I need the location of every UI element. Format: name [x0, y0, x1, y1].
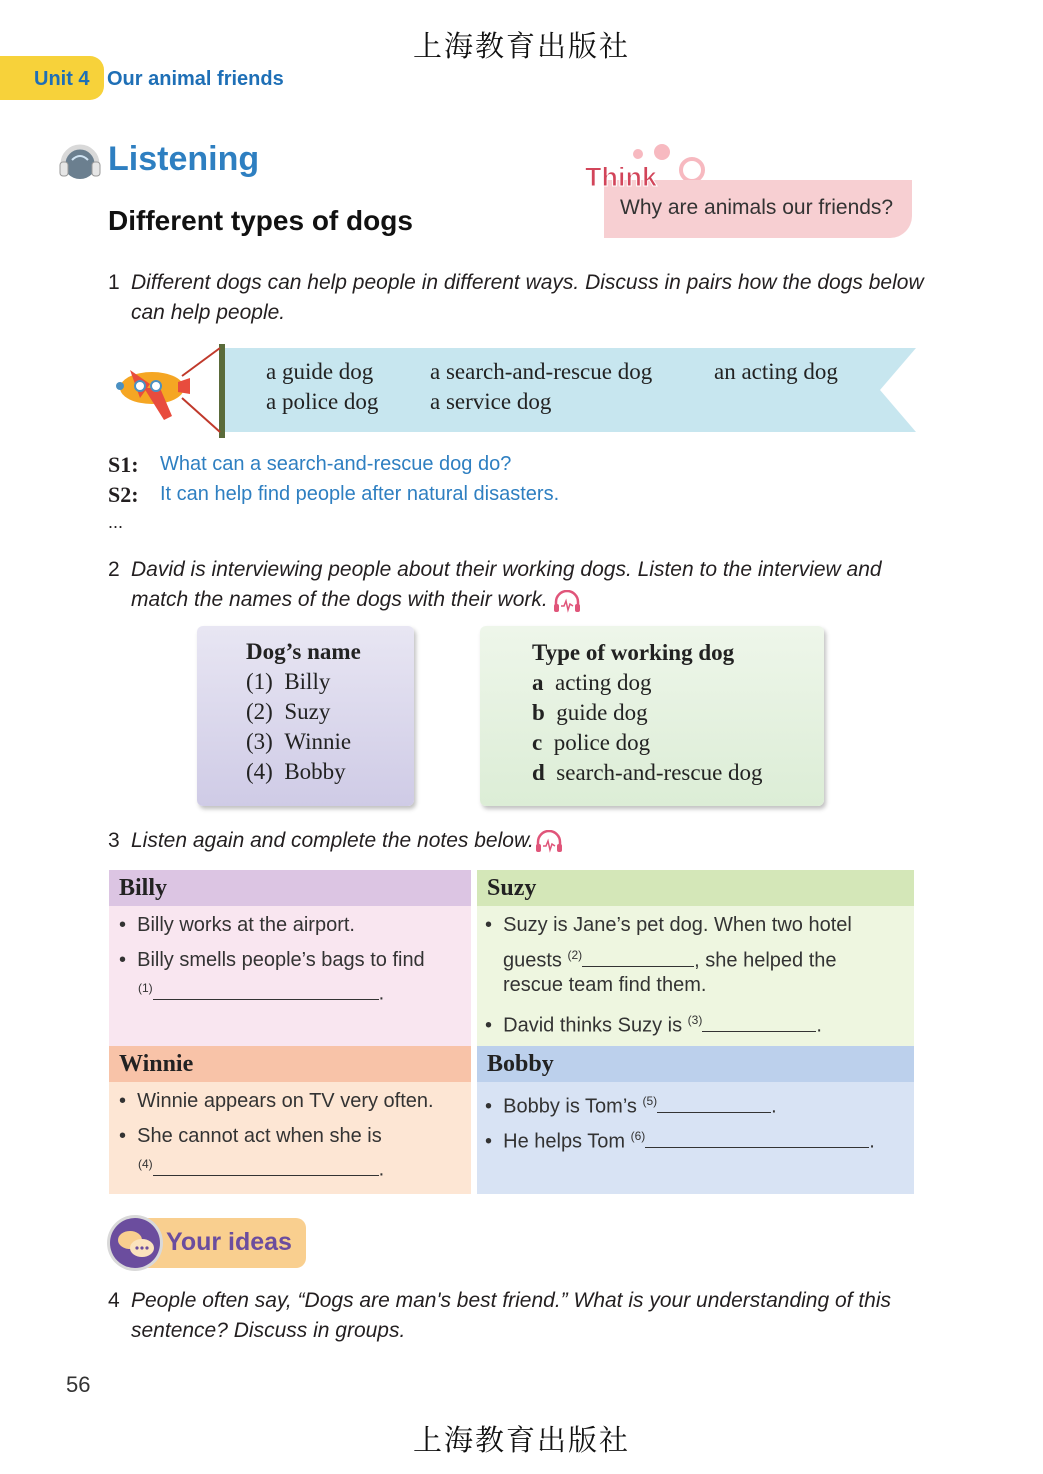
speech-bubbles-icon — [116, 1228, 156, 1260]
list-item: a acting dog — [532, 670, 652, 695]
note-text: She cannot act when she is — [137, 1125, 382, 1147]
blank-number: (1) — [138, 981, 153, 995]
question-3-text: Listen again and complete the notes below. — [131, 829, 534, 852]
question-1-line2: can help people. — [131, 301, 286, 324]
question-number: 2 — [108, 558, 120, 581]
list-item: (4) Bobby — [246, 759, 346, 784]
audio-icon[interactable] — [552, 590, 582, 614]
list-item: (3) Winnie — [246, 729, 352, 754]
your-ideas-label: Your ideas — [166, 1228, 292, 1256]
list-item: b guide dog — [532, 700, 648, 725]
note-text: Winnie appears on TV very often. — [137, 1090, 434, 1112]
question-4-line1: People often say, “Dogs are man's best friend.” What is your understanding of this — [131, 1289, 892, 1312]
dog-types-title: Type of working dog — [532, 640, 735, 665]
speaker-label: S1: — [108, 452, 139, 477]
question-2-line2: match the names of the dogs with their work. — [131, 588, 548, 611]
ellipsis: ... — [108, 512, 124, 532]
answer-blank-1[interactable] — [153, 981, 379, 1000]
speaker-label: S2: — [108, 482, 139, 507]
banner-item: a service dog — [430, 389, 552, 414]
blank-number: (4) — [138, 1157, 153, 1171]
question-1 — [108, 268, 120, 298]
answer-blank-6[interactable] — [645, 1129, 869, 1148]
notes-suzy-title: Suzy — [477, 870, 914, 906]
question-1-line1: Different dogs can help people in different ways. Discuss in pairs how the dogs below — [131, 271, 924, 294]
notes-bobby: Bobby • Bobby is Tom’s $^{(5)}$ . • He helps Tom $^{(6)}$ . — [477, 1046, 914, 1194]
list-item: d search-and-rescue dog — [532, 760, 763, 785]
question-number: 1 — [108, 271, 120, 294]
list-item: (1) Billy — [246, 669, 331, 694]
answer-blank-4[interactable] — [153, 1157, 379, 1176]
note-text: Billy smells people’s bags to find — [137, 949, 425, 971]
notes-winnie-title: Winnie — [109, 1046, 471, 1082]
banner-item: a police dog — [266, 389, 379, 414]
banner-item: a search-and-rescue dog — [430, 359, 653, 384]
question-2-line1: David is interviewing people about their working dogs. Listen to the interview and — [131, 558, 882, 581]
unit-number: Unit 4 — [34, 68, 90, 90]
list-item: (2) Suzy — [246, 699, 331, 724]
answer-blank-2[interactable] — [582, 948, 694, 967]
section-title: Listening — [108, 140, 260, 178]
note-text: Billy works at the airport. — [137, 914, 355, 936]
publisher-footer: 上海教育出版社 — [412, 1423, 630, 1457]
dialogue-line: What can a search-and-rescue dog do? — [160, 453, 512, 475]
question-4-line2: sentence? Discuss in groups. — [131, 1319, 406, 1342]
question-number: 4 — [108, 1289, 120, 1312]
question-number: 3 — [108, 829, 120, 852]
think-question: Why are animals our friends? — [620, 196, 894, 219]
note-text: Suzy is Jane’s pet dog. When two hotel — [503, 914, 852, 936]
notes-billy: Billy • Billy works at the airport. • Billy smells people’s bags to find $^{(1)}$ . — [109, 870, 471, 1046]
headphones-icon — [58, 140, 102, 182]
notes-bobby-title: Bobby — [477, 1046, 914, 1082]
unit-title: Our animal friends — [107, 68, 284, 90]
answer-blank-5[interactable] — [657, 1094, 771, 1113]
list-item: c police dog — [532, 730, 651, 755]
notes-billy-title: Billy — [109, 870, 471, 906]
banner-item: an acting dog — [714, 359, 838, 384]
section-subtitle: Different types of dogs — [108, 205, 413, 236]
airplane-icon — [116, 370, 190, 420]
dialogue-line: It can help find people after natural disasters. — [160, 483, 560, 505]
answer-blank-3[interactable] — [702, 1013, 816, 1032]
page-number: 56 — [66, 1372, 91, 1397]
notes-winnie: Winnie • Winnie appears on TV very often. • She cannot act when she is $^{(4)}$ . — [109, 1046, 471, 1194]
dog-names-title: Dog’s name — [246, 639, 361, 664]
banner-item: a guide dog — [266, 359, 374, 384]
notes-suzy: Suzy • Suzy is Jane’s pet dog. When two hotel guests $^{(2)}$ , she helped the rescue team find them. • David thinks Suzy is $^{(3)}$ . — [477, 870, 914, 1046]
audio-icon[interactable] — [534, 830, 564, 854]
note-text: rescue team find them. — [503, 974, 707, 996]
publisher-header: 上海教育出版社 — [412, 29, 630, 63]
think-label: Think — [585, 162, 657, 192]
